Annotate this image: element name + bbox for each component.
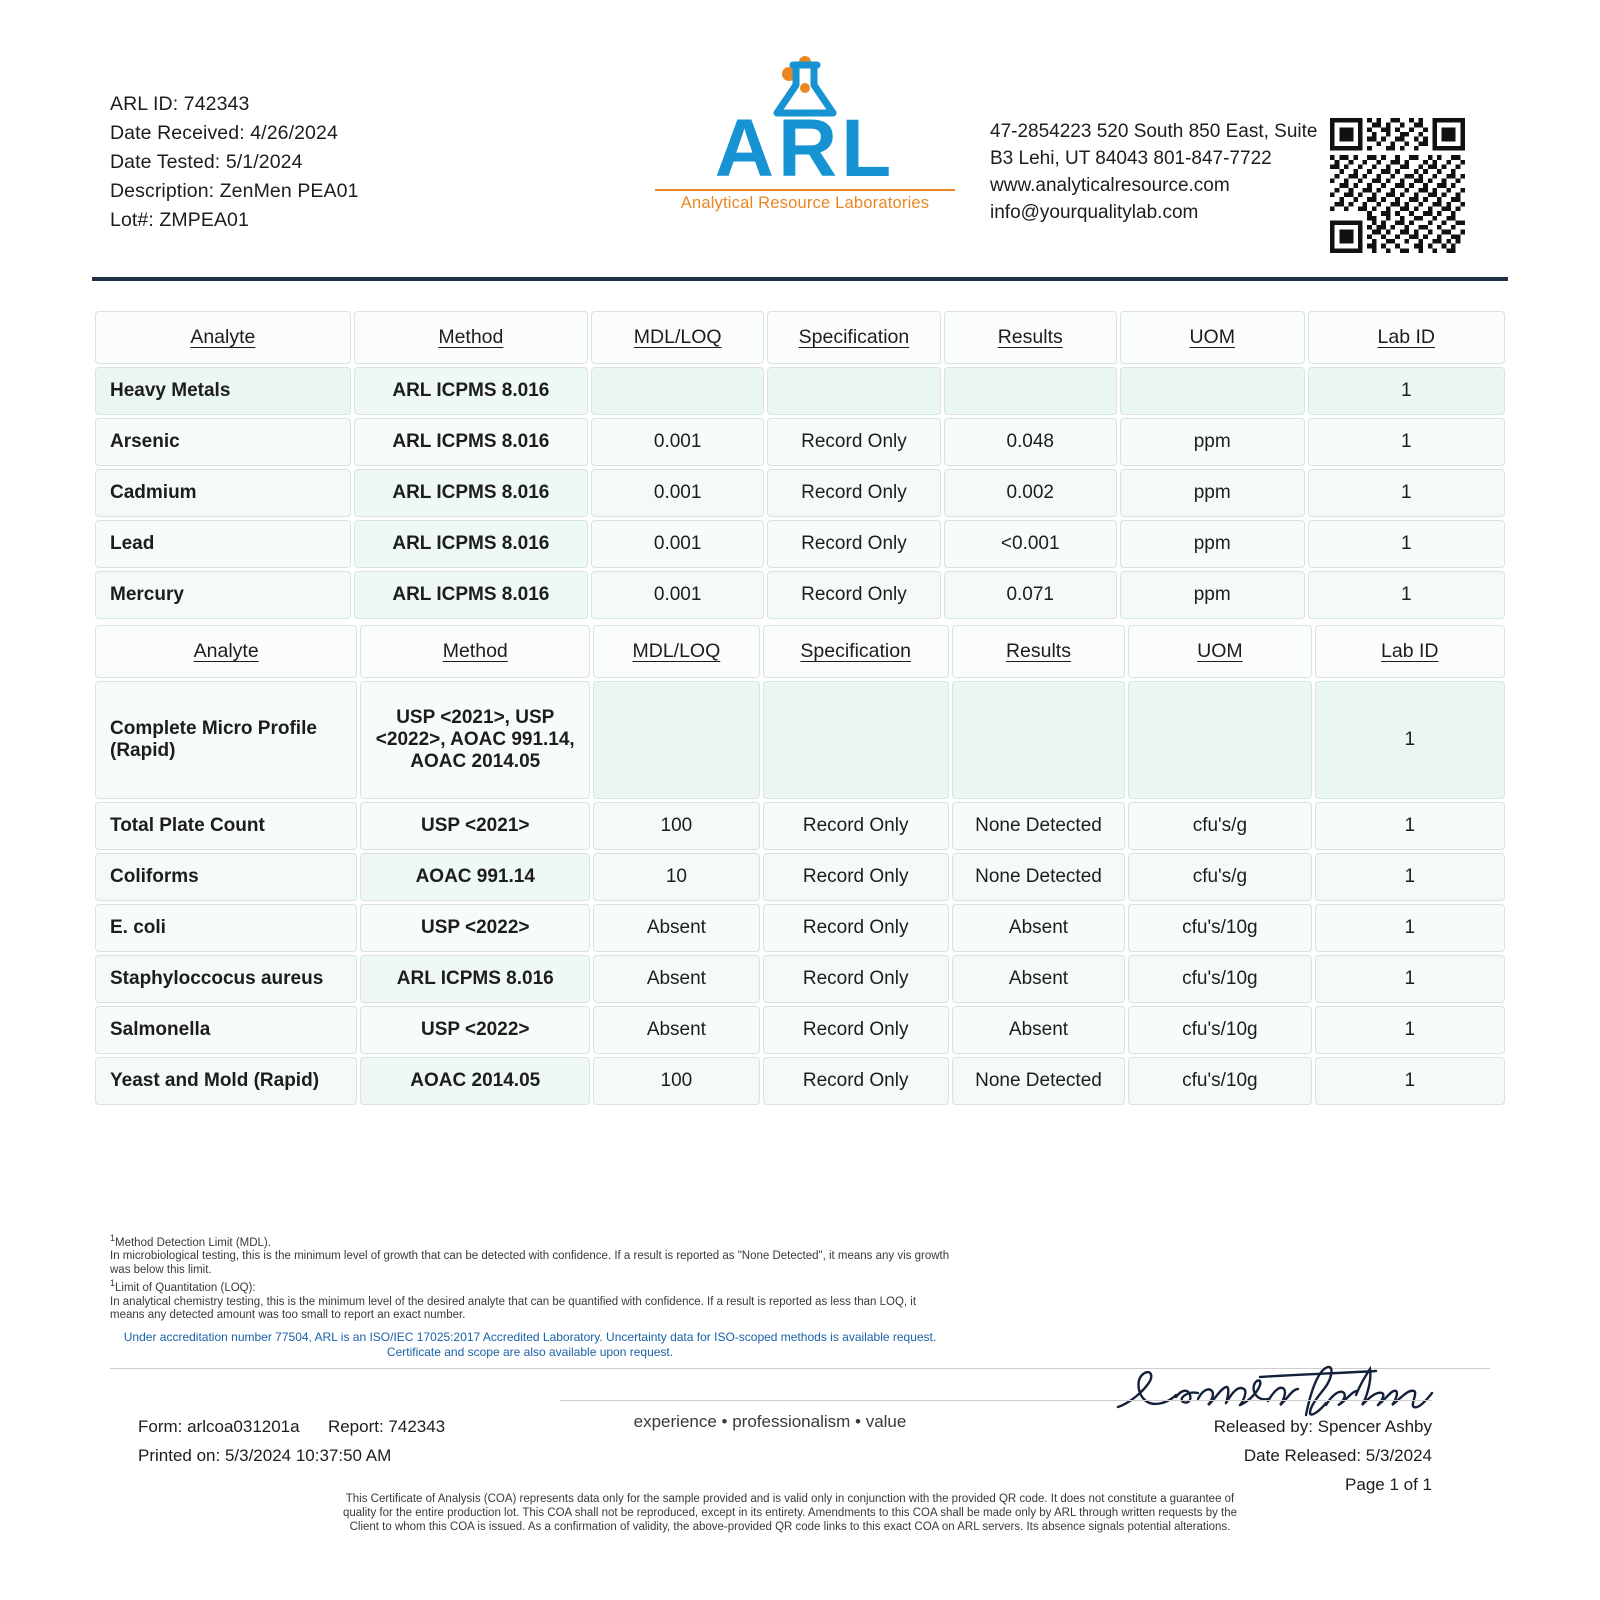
cell-results bbox=[944, 367, 1117, 415]
column-label: Results bbox=[997, 326, 1063, 348]
results-tables bbox=[92, 308, 1508, 1108]
company-logo bbox=[655, 55, 955, 213]
table-row bbox=[95, 367, 1505, 415]
logo-wordmark: ARL bbox=[714, 103, 896, 194]
cell-specification: Record Only bbox=[767, 418, 940, 466]
column-header-mdl-loq bbox=[593, 625, 759, 678]
cell-uom: cfu's/10g bbox=[1128, 904, 1311, 952]
table-header-row bbox=[95, 311, 1505, 364]
company-address: 47-2854223 520 South 850 East, Suite B3 Lehi, UT 84043 801-847-7722 www.analyticalresource.com info@yourqualitylab.com bbox=[990, 121, 1318, 223]
column-label: Lab ID bbox=[1377, 326, 1435, 348]
cell-analyte: Coliforms bbox=[95, 853, 357, 901]
table-row bbox=[95, 571, 1505, 619]
column-label: UOM bbox=[1197, 640, 1243, 662]
column-header-uom bbox=[1120, 311, 1305, 364]
micro-profile-table bbox=[92, 622, 1508, 1108]
cell-specification: Record Only bbox=[763, 1057, 949, 1105]
cell-lab-id: 1 bbox=[1315, 853, 1505, 901]
cell-uom: ppm bbox=[1120, 469, 1305, 517]
cell-analyte: Total Plate Count bbox=[95, 802, 357, 850]
cell-lab-id: 1 bbox=[1315, 1006, 1505, 1054]
meta-arl-id: ARL ID: 742343 bbox=[110, 93, 250, 115]
cell-lab-id: 1 bbox=[1308, 418, 1505, 466]
cell-lab-id: 1 bbox=[1315, 904, 1505, 952]
column-header-results bbox=[944, 311, 1117, 364]
column-label: Analyte bbox=[190, 326, 256, 348]
column-header-specification bbox=[767, 311, 940, 364]
footer-tagline: experience • professionalism • value bbox=[633, 1412, 907, 1431]
cell-results: 0.071 bbox=[944, 571, 1117, 619]
column-label: MDL/LOQ bbox=[632, 640, 721, 662]
column-label: Specification bbox=[798, 326, 910, 348]
column-label: Lab ID bbox=[1381, 640, 1439, 662]
cell-method: AOAC 2014.05 bbox=[360, 1057, 590, 1105]
cell-mdl-loq: 0.001 bbox=[591, 520, 764, 568]
table-row bbox=[95, 802, 1505, 850]
released-by: Released by: Spencer Ashby bbox=[1213, 1417, 1432, 1436]
cell-method: USP <2022> bbox=[360, 904, 590, 952]
column-label: UOM bbox=[1189, 326, 1235, 348]
cell-method: USP <2021> bbox=[360, 802, 590, 850]
cell-specification: Record Only bbox=[767, 520, 940, 568]
cell-method: ARL ICPMS 8.016 bbox=[360, 955, 590, 1003]
table-row bbox=[95, 955, 1505, 1003]
page-number: Page 1 of 1 bbox=[1345, 1475, 1432, 1494]
cell-analyte: Cadmium bbox=[95, 469, 351, 517]
meta-description: Description: ZenMen PEA01 bbox=[110, 180, 359, 202]
accreditation-note: Under accreditation number 77504, ARL is an ISO/IEC 17025:2017 Accredited Laboratory. Uncertainty data for ISO-scoped methods is available request. Certificate and scope are also available upon request. bbox=[123, 1330, 937, 1359]
cell-mdl-loq: 100 bbox=[593, 802, 759, 850]
cell-method: ARL ICPMS 8.016 bbox=[354, 418, 588, 466]
cell-specification: Record Only bbox=[763, 853, 949, 901]
cell-specification: Record Only bbox=[763, 802, 949, 850]
footnote-marker: 1 bbox=[110, 1278, 116, 1289]
column-header-results bbox=[952, 625, 1125, 678]
cell-analyte: Heavy Metals bbox=[95, 367, 351, 415]
column-label: Results bbox=[1005, 640, 1071, 662]
cell-method: USP <2022> bbox=[360, 1006, 590, 1054]
cell-results: None Detected bbox=[952, 1057, 1125, 1105]
logo-tagline: Analytical Resource Laboratories bbox=[655, 189, 955, 213]
cell-results bbox=[952, 681, 1125, 799]
column-header-method bbox=[360, 625, 590, 678]
meta-lot: Lot#: ZMPEA01 bbox=[110, 209, 249, 231]
cell-mdl-loq: 0.001 bbox=[591, 418, 764, 466]
column-header-specification bbox=[763, 625, 949, 678]
qr-code bbox=[1330, 118, 1465, 253]
table-row bbox=[95, 904, 1505, 952]
footer-report: Report: 742343 bbox=[327, 1417, 446, 1436]
date-released: Date Released: 5/3/2024 bbox=[1243, 1446, 1432, 1465]
cell-specification bbox=[763, 681, 949, 799]
footer-form-report bbox=[138, 1412, 445, 1441]
table-row bbox=[95, 418, 1505, 466]
cell-results: Absent bbox=[952, 904, 1125, 952]
column-header-mdl-loq bbox=[591, 311, 764, 364]
cell-uom bbox=[1120, 367, 1305, 415]
cell-analyte: Arsenic bbox=[95, 418, 351, 466]
cell-results: 0.048 bbox=[944, 418, 1117, 466]
cell-uom: cfu's/10g bbox=[1128, 1057, 1311, 1105]
cell-uom bbox=[1128, 681, 1311, 799]
cell-uom: cfu's/10g bbox=[1128, 1006, 1311, 1054]
header-divider bbox=[92, 277, 1508, 281]
cell-uom: cfu's/g bbox=[1128, 853, 1311, 901]
cell-lab-id: 1 bbox=[1315, 681, 1505, 799]
cell-lab-id: 1 bbox=[1308, 571, 1505, 619]
cell-specification: Record Only bbox=[763, 904, 949, 952]
cell-lab-id: 1 bbox=[1308, 520, 1505, 568]
loq-text: In analytical chemistry testing, this is the minimum level of the desired analyte that can be quantified with confidence. If a result is reported as less than LOQ, it means any detected amount was too small to report an exact number. bbox=[110, 1295, 917, 1322]
column-header-uom bbox=[1128, 625, 1311, 678]
cell-uom: ppm bbox=[1120, 571, 1305, 619]
cell-results: Absent bbox=[952, 955, 1125, 1003]
cell-uom: cfu's/g bbox=[1128, 802, 1311, 850]
column-header-analyte bbox=[95, 311, 351, 364]
column-label: Method bbox=[442, 640, 508, 662]
cell-method: ARL ICPMS 8.016 bbox=[354, 571, 588, 619]
meta-date-tested: Date Tested: 5/1/2024 bbox=[110, 151, 303, 173]
column-label: Specification bbox=[800, 640, 911, 662]
cell-mdl-loq: Absent bbox=[593, 1006, 759, 1054]
table-header-row bbox=[95, 625, 1505, 678]
cell-analyte: Salmonella bbox=[95, 1006, 357, 1054]
cell-specification: Record Only bbox=[767, 469, 940, 517]
cell-lab-id: 1 bbox=[1315, 955, 1505, 1003]
cell-mdl-loq: Absent bbox=[593, 955, 759, 1003]
footnotes bbox=[110, 1232, 950, 1323]
cell-mdl-loq: 10 bbox=[593, 853, 759, 901]
cell-analyte: Lead bbox=[95, 520, 351, 568]
cell-lab-id: 1 bbox=[1308, 367, 1505, 415]
loq-title: Limit of Quantitation (LOQ): bbox=[115, 1282, 256, 1295]
footnote-marker: 1 bbox=[110, 1233, 116, 1243]
cell-analyte: Complete Micro Profile (Rapid) bbox=[95, 681, 357, 799]
cell-specification: Record Only bbox=[763, 955, 949, 1003]
cell-mdl-loq: 0.001 bbox=[591, 469, 764, 517]
mdl-title: Method Detection Limit (MDL). bbox=[115, 1236, 271, 1249]
cell-mdl-loq: 100 bbox=[593, 1057, 759, 1105]
cell-mdl-loq: Absent bbox=[593, 904, 759, 952]
cell-specification: Record Only bbox=[767, 571, 940, 619]
meta-date-received: Date Received: 4/26/2024 bbox=[110, 122, 338, 144]
footer-disclaimer: This Certificate of Analysis (COA) represents data only for the sample provided and is valid only in conjunction with the provided QR code. It does not constitute a guarantee of quality for the entire production lot. This COA shall not be reproduced, except in its entirety. Amendments to this COA shall be made only by ARL through written requests by the Client to whom this COA is issued. As a confirmation of validity, the above-provided QR code links to this exact COA on ARL servers. Its absence signals potential alterations. bbox=[342, 1493, 1238, 1533]
table-row bbox=[95, 520, 1505, 568]
table-row bbox=[95, 469, 1505, 517]
table-row bbox=[95, 1057, 1505, 1105]
column-label: Method bbox=[438, 326, 504, 348]
cell-results: Absent bbox=[952, 1006, 1125, 1054]
loq-note bbox=[110, 1277, 950, 1295]
cell-method: AOAC 991.14 bbox=[360, 853, 590, 901]
cell-method: USP <2021>, USP <2022>, AOAC 991.14, AOAC 2014.05 bbox=[360, 681, 590, 799]
mdl-note bbox=[110, 1232, 950, 1250]
document-header bbox=[0, 0, 1600, 250]
cell-lab-id: 1 bbox=[1315, 802, 1505, 850]
footer-printed-on: Printed on: 5/3/2024 10:37:50 AM bbox=[138, 1446, 392, 1465]
column-header-lab-id bbox=[1315, 625, 1505, 678]
column-header-lab-id bbox=[1308, 311, 1505, 364]
cell-specification bbox=[767, 367, 940, 415]
sample-metadata bbox=[110, 90, 359, 235]
table-row bbox=[95, 681, 1505, 799]
cell-analyte: E. coli bbox=[95, 904, 357, 952]
cell-specification: Record Only bbox=[763, 1006, 949, 1054]
footer-form: Form: arlcoa031201a bbox=[138, 1417, 300, 1436]
cell-uom: ppm bbox=[1120, 418, 1305, 466]
cell-results: None Detected bbox=[952, 802, 1125, 850]
cell-analyte: Mercury bbox=[95, 571, 351, 619]
cell-lab-id: 1 bbox=[1315, 1057, 1505, 1105]
tagline-divider bbox=[560, 1400, 980, 1401]
cell-method: ARL ICPMS 8.016 bbox=[354, 469, 588, 517]
cell-analyte: Yeast and Mold (Rapid) bbox=[95, 1057, 357, 1105]
column-label: MDL/LOQ bbox=[633, 326, 722, 348]
cell-uom: ppm bbox=[1120, 520, 1305, 568]
cell-lab-id: 1 bbox=[1308, 469, 1505, 517]
table-row bbox=[95, 1006, 1505, 1054]
footer-right bbox=[1214, 1412, 1432, 1499]
cell-method: ARL ICPMS 8.016 bbox=[354, 520, 588, 568]
cell-mdl-loq: 0.001 bbox=[591, 571, 764, 619]
footer-left bbox=[138, 1412, 445, 1470]
column-header-analyte bbox=[95, 625, 357, 678]
cell-mdl-loq bbox=[591, 367, 764, 415]
cell-method: ARL ICPMS 8.016 bbox=[354, 367, 588, 415]
cell-analyte: Staphyloccocus aureus bbox=[95, 955, 357, 1003]
column-label: Analyte bbox=[193, 640, 259, 662]
cell-mdl-loq bbox=[593, 681, 759, 799]
mdl-text: In microbiological testing, this is the minimum level of growth that can be detected with confidence. If a result is reported as "None Detected", it means any vis growth was below this limit. bbox=[110, 1250, 950, 1276]
cell-results: None Detected bbox=[952, 853, 1125, 901]
cell-uom: cfu's/10g bbox=[1128, 955, 1311, 1003]
flask-icon bbox=[655, 55, 955, 117]
table-row bbox=[95, 853, 1505, 901]
column-header-method bbox=[354, 311, 588, 364]
cell-results: <0.001 bbox=[944, 520, 1117, 568]
heavy-metals-table bbox=[92, 308, 1508, 622]
signature-line bbox=[962, 1400, 1432, 1401]
cell-results: 0.002 bbox=[944, 469, 1117, 517]
